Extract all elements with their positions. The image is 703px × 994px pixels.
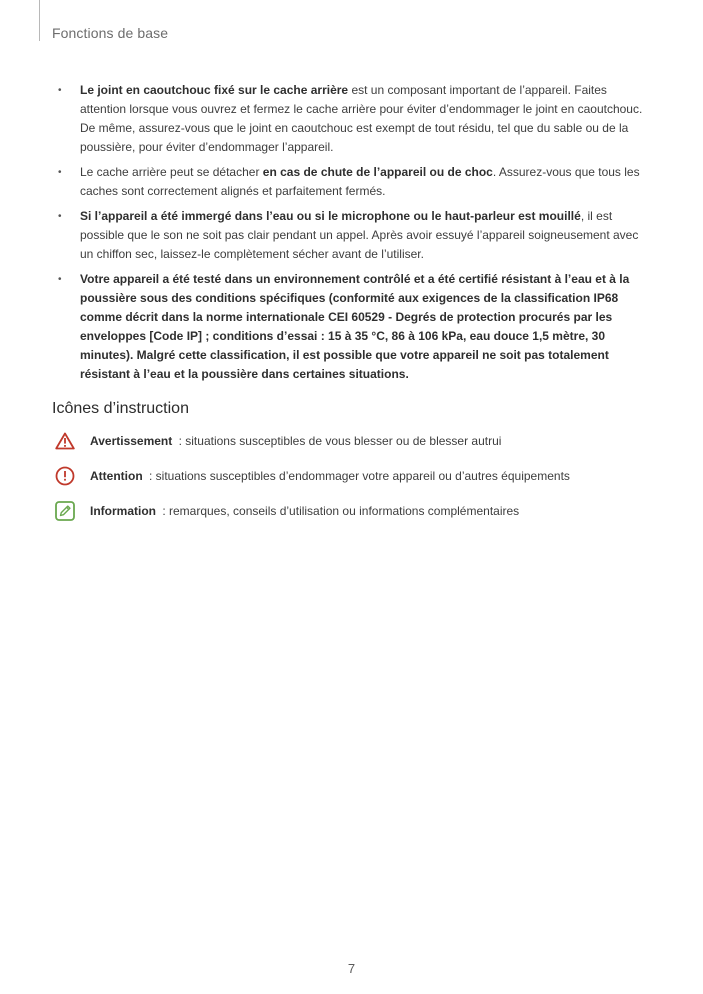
bullet-item [58,81,650,157]
bullet-item [58,270,650,384]
bullet-text-end: . Assurez-vous que tous les caches sont correctement alignés et parfaitement fermés. [80,165,640,198]
bullet-bold-mid: en cas de chute de l’appareil ou de choc [262,165,493,179]
instruction-row-information [54,500,674,522]
warning-triangle-icon [54,430,76,452]
instruction-description: : situations susceptibles de vous blesser ou de blesser autrui [175,434,502,448]
section-title: Icônes d’instruction [52,400,189,417]
instruction-row-caution [54,465,674,487]
instruction-label: Attention [90,469,143,483]
bullet-bold-start: Si l’appareil a été immergé dans l’eau ou si le microphone ou le haut-parleur est mouillé [80,209,581,223]
instruction-text [90,434,501,448]
bullet-text: Le cache arrière peut se détacher [80,165,263,179]
bullet-bold-start: Votre appareil a été testé dans un environnement contrôlé et a été certifié résistant à l’eau et à la poussière sous des conditions spécifiques (conformité aux exigences de la classification IP68 comme décrit dans la norme internationale CEI 60529 - Degrés de protection procurés par les enveloppes [Code IP] ; conditions d’essai : 15 à 35 °C, 86 à 106 kPa, eau douce 1,5 mètre, 30 minutes). Malgré cette classification, il est possible que votre appareil ne soit pas totalement résistant à l’eau et la poussière dans certaines situations. [80,272,630,381]
bullet-dot-icon: • [58,85,62,96]
bullet-dot-icon: • [58,211,62,222]
bullet-dot-icon: • [58,274,62,285]
bullet-bold-start: Le joint en caoutchouc fixé sur le cache arrière [80,83,349,97]
instruction-row-warning [54,430,674,452]
bullet-item [58,163,650,201]
caution-circle-icon [54,465,76,487]
bullet-text: , il est possible que le son ne soit pas clair pendant un appel. Après avoir essuyé l’appareil soigneusement avec un chiffon sec, laissez-le complètement sécher avant de l’utiliser. [80,209,639,261]
bullet-item [58,207,650,264]
instruction-description: : remarques, conseils d’utilisation ou informations complémentaires [159,504,520,518]
note-pen-icon [54,500,76,522]
instruction-text [90,469,570,483]
bullet-dot-icon: • [58,167,62,178]
instruction-description: : situations susceptibles d’endommager votre appareil ou d’autres équipements [145,469,570,483]
page-header-title: Fonctions de base [52,25,169,41]
header-rule [39,0,40,41]
instruction-label: Information [90,504,156,518]
page-number: 7 [347,961,356,976]
instruction-label: Avertissement [90,434,173,448]
instruction-text [90,504,519,518]
bullet-list [58,81,650,390]
bullet-text: est un composant important de l’appareil. Faites attention lorsque vous ouvrez et fermez le cache arrière pour éviter d’endommager le joint en caoutchouc. De même, assurez-vous que le joint en caoutchouc est exempt de tout résidu, tel que du sable ou de la poussière, pour éviter d’endommager l’appareil. [80,83,643,154]
